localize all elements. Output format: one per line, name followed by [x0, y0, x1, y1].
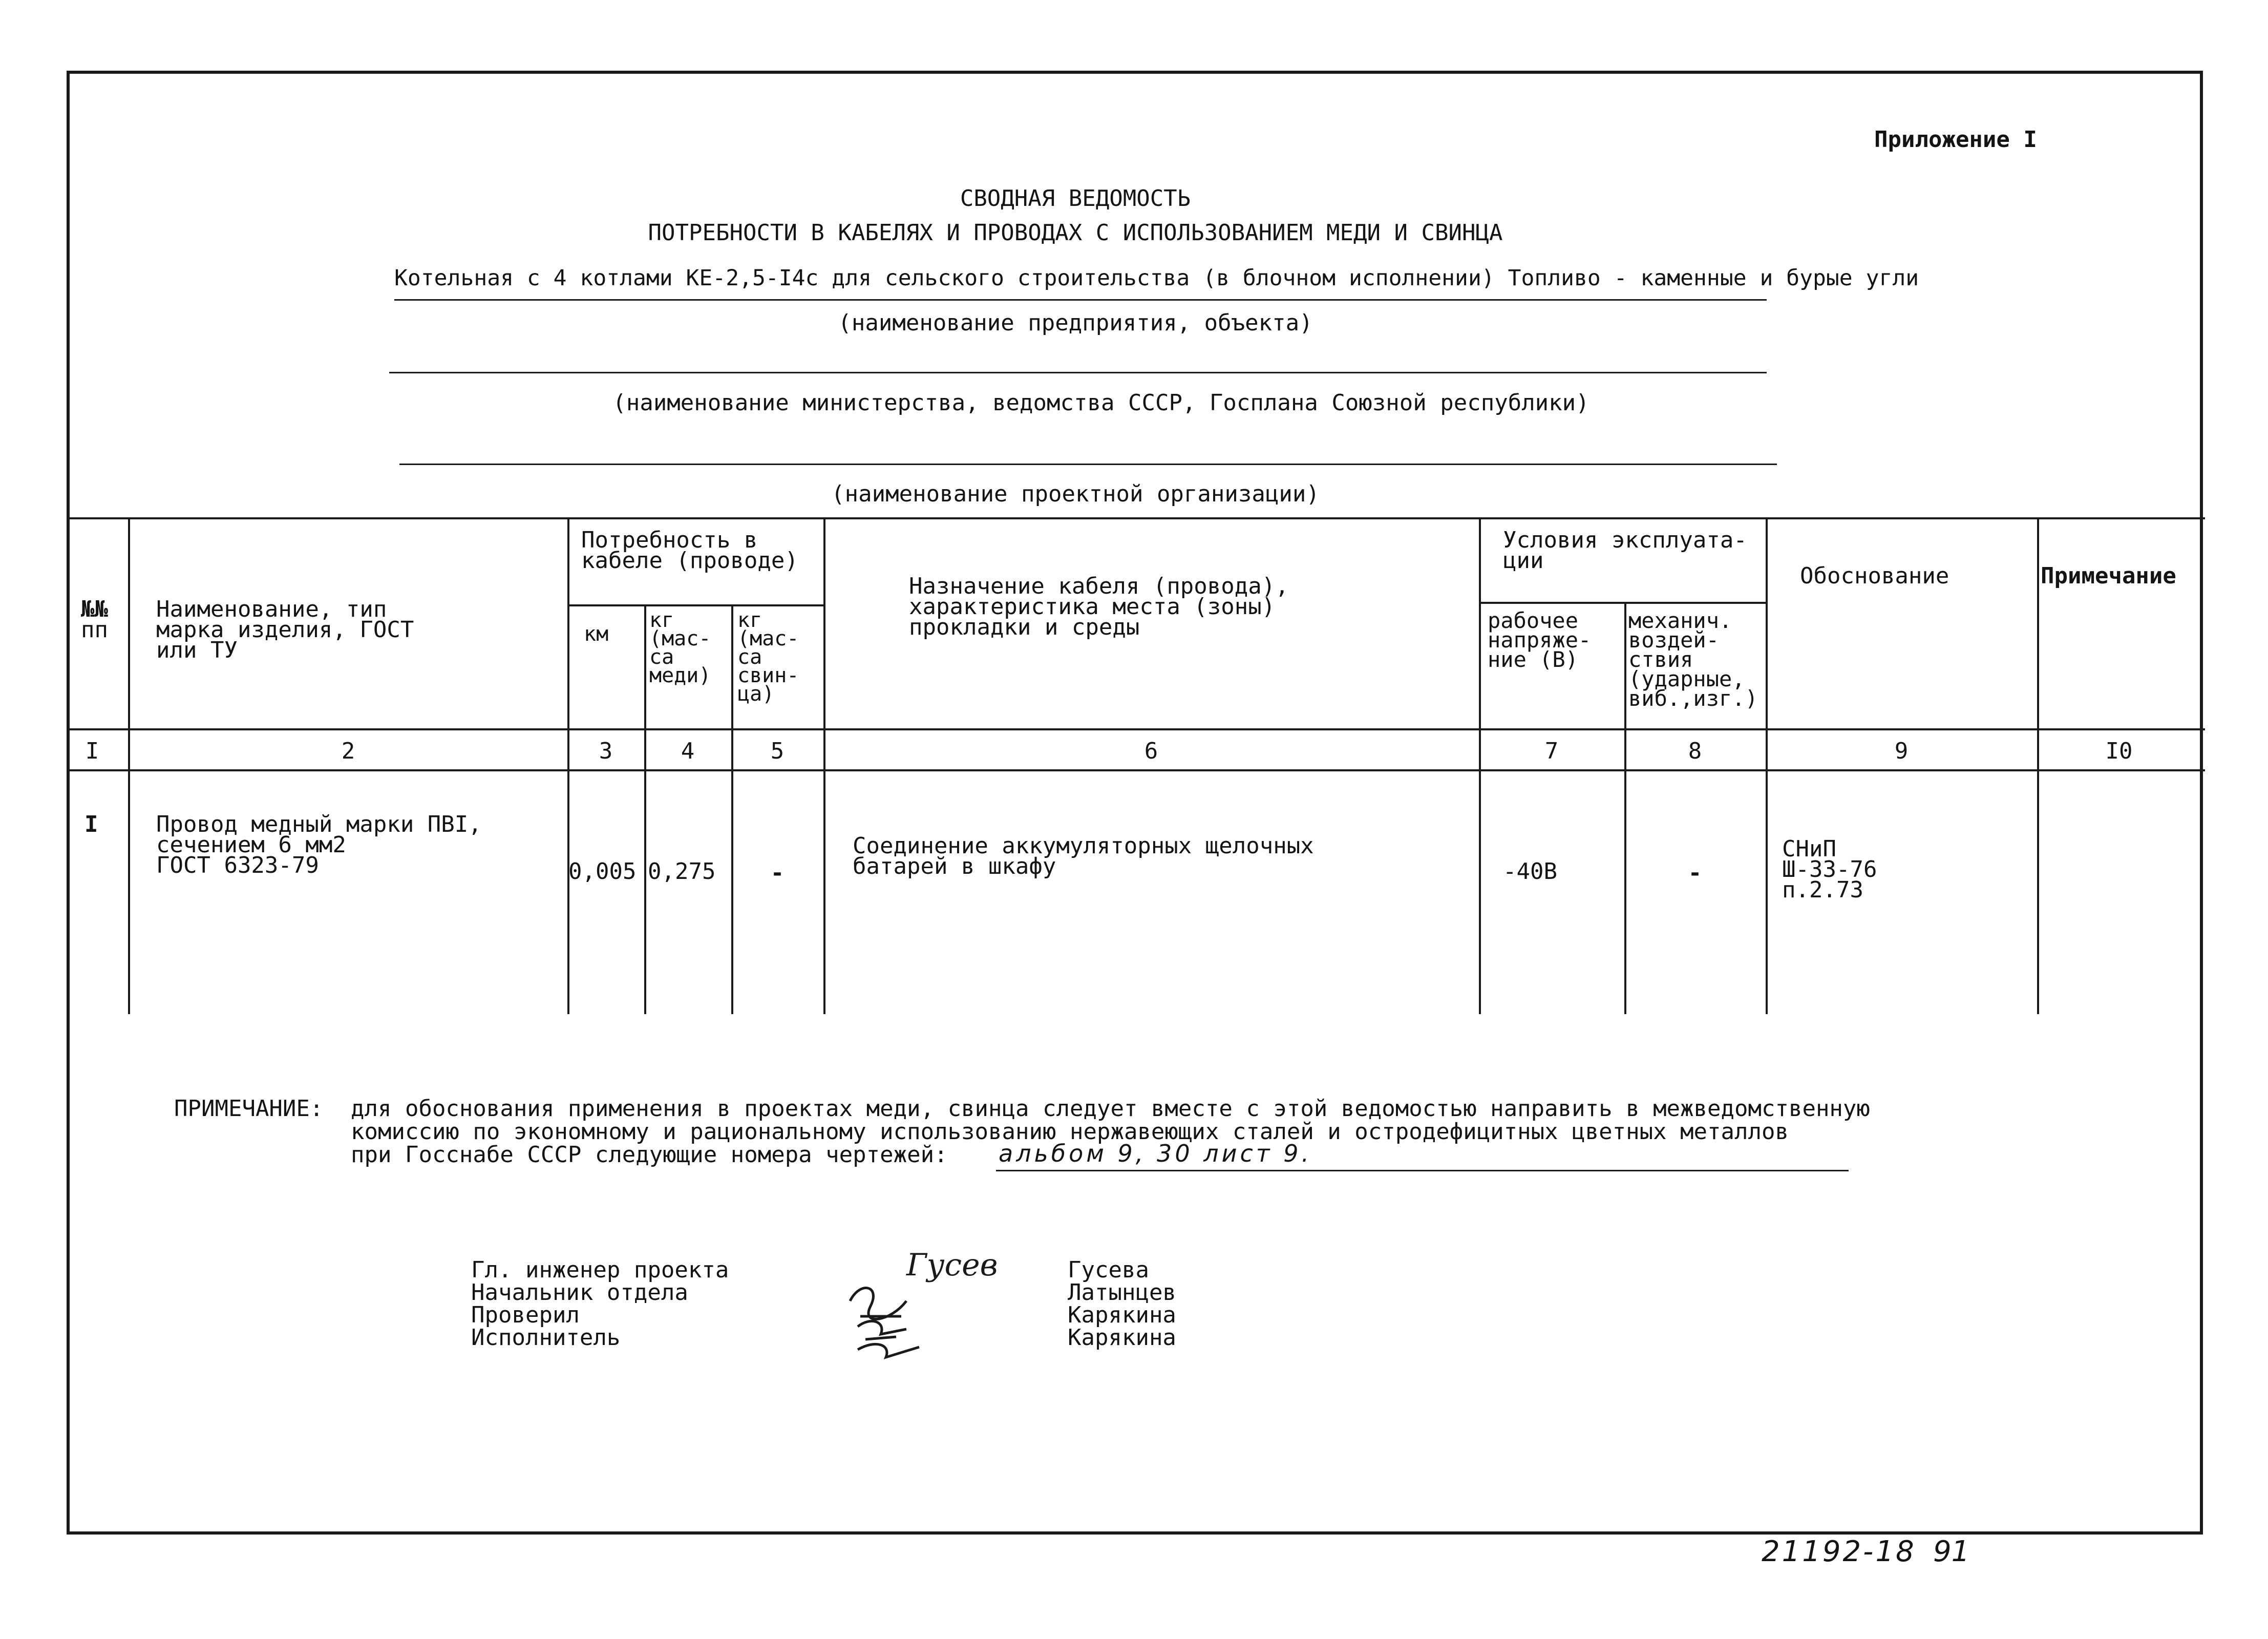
colnum-10: I0 [2105, 738, 2133, 764]
colnum-7: 7 [1544, 738, 1559, 764]
footer-number: 21192-18 [1762, 1535, 1916, 1568]
row-voltage: -40В [1503, 858, 1557, 885]
col-line-2 [567, 517, 569, 1014]
col-line-5 [823, 517, 825, 1014]
name-department-head: Латынцев [1068, 1279, 1176, 1306]
col-line-8 [1766, 517, 1768, 1014]
signature-scribble-3 [858, 1321, 906, 1339]
ministry-line [389, 372, 1767, 373]
col-line-6 [1479, 517, 1481, 1014]
colnum-2: 2 [341, 738, 355, 764]
header-mechanical: механич. воздей- ствия (ударные, виб.,изг.) [1628, 608, 1758, 711]
role-chief-engineer: Гл. инженер проекта [471, 1257, 729, 1283]
handwritten-signatures [830, 1239, 1045, 1368]
remark-underline [996, 1170, 1849, 1171]
appendix-label: Приложение I [1874, 127, 2037, 153]
signature-names [1068, 1259, 1176, 1349]
role-executor: Исполнитель [471, 1325, 621, 1351]
org-line [399, 464, 1777, 465]
page-number: 91 [1933, 1535, 1970, 1568]
col-line-1 [128, 517, 130, 1014]
role-checker: Проверил [471, 1302, 580, 1328]
header-kg-lead: кг (мас- са свин- ца) [737, 608, 799, 706]
colnum-5: 5 [770, 738, 785, 764]
remark-line-3: при Госснабе СССР следующие номера чертежей: [351, 1142, 948, 1168]
table-top-border [69, 517, 2205, 519]
caption-org: (наименование проектной организации) [831, 481, 1320, 507]
object-name: Котельная с 4 котлами КЕ-2,5-I4с для сельского строительства (в блочном исполнении) Топливо - каменные и бурые угли [394, 265, 1919, 291]
name-chief-engineer: Гусева [1068, 1257, 1149, 1283]
row-basis: СНиП Ш-33-76 п.2.73 [1782, 836, 1877, 903]
header-need-group: Потребность в кабеле (проводе) [581, 527, 798, 574]
object-underline [394, 299, 1767, 301]
caption-enterprise: (наименование предприятия, объекта) [838, 310, 1313, 336]
caption-ministry: (наименование министерства, ведомства СССР, Госплана Союзной республики) [612, 390, 1589, 416]
signature-scribble-4 [858, 1344, 919, 1357]
col-line-3 [644, 604, 646, 1014]
header-purpose: Назначение кабеля (провода), характеристика места (зоны) прокладки и среды [909, 573, 1289, 640]
col-line-7 [1624, 602, 1626, 1014]
header-voltage: рабочее напряже- ние (В) [1488, 608, 1592, 672]
row-kg-copper: 0,275 [648, 858, 716, 885]
name-checker: Карякина [1068, 1302, 1176, 1328]
header-num: №№ пп [81, 596, 108, 643]
signature-roles [471, 1259, 729, 1349]
colnum-9: 9 [1894, 738, 1909, 764]
col-line-9 [2037, 517, 2039, 1014]
header-conditions-group: Условия эксплуата- ции [1503, 527, 1747, 574]
signature-scribble-2 [850, 1288, 906, 1319]
title-line-1: СВОДНАЯ ВЕДОМОСТЬ [960, 185, 1191, 212]
header-kg-copper: кг (мас- са меди) [649, 608, 711, 687]
colnum-4: 4 [681, 738, 695, 764]
row-num: I [84, 811, 98, 837]
remark-line-2: комиссию по экономному и рациональному использованию нержавеющих сталей и остродефицитных цветных металлов [351, 1119, 1789, 1145]
header-name: Наименование, тип марка изделия, ГОСТ или ТУ [156, 596, 414, 663]
role-department-head: Начальник отдела [471, 1279, 688, 1306]
colnum-6: 6 [1144, 738, 1158, 764]
colnum-8: 8 [1688, 738, 1702, 764]
title-line-2: ПОТРЕБНОСТИ В КАБЕЛЯХ И ПРОВОДАХ С ИСПОЛЬЗОВАНИЕМ МЕДИ И СВИНЦА [648, 220, 1503, 246]
remark-line-1: для обоснования применения в проектах меди, свинца следует вместе с этой ведомостью направить в межведомственную [351, 1096, 1870, 1122]
name-executor: Карякина [1068, 1325, 1176, 1351]
row-mechanical: - [1688, 860, 1702, 886]
header-note: Примечание [2041, 563, 2176, 589]
numbers-bottom-border [69, 769, 2205, 771]
signature-scribble-text: Гусев [906, 1247, 998, 1283]
colnum-1: I [85, 738, 99, 764]
colnum-3: 3 [599, 738, 613, 764]
header-basis: Обоснование [1800, 563, 1949, 589]
row-km: 0,005 [568, 858, 637, 885]
remark-label: ПРИМЕЧАНИЕ: [174, 1096, 324, 1122]
header-bottom-border [69, 728, 2205, 730]
conditions-subheader-line [1480, 602, 1767, 604]
row-kg-lead: - [770, 860, 785, 886]
need-subheader-line [568, 604, 824, 606]
remark-handwritten-drawings: альбом 9, 30 лист 9. [999, 1140, 1312, 1167]
header-km: км [584, 622, 609, 646]
row-name: Провод медный марки ПВI, сечением 6 мм2 ГОСТ 6323-79 [156, 811, 482, 878]
row-purpose: Соединение аккумуляторных щелочных батарей в шкафу [853, 833, 1314, 879]
col-line-4 [731, 604, 733, 1014]
